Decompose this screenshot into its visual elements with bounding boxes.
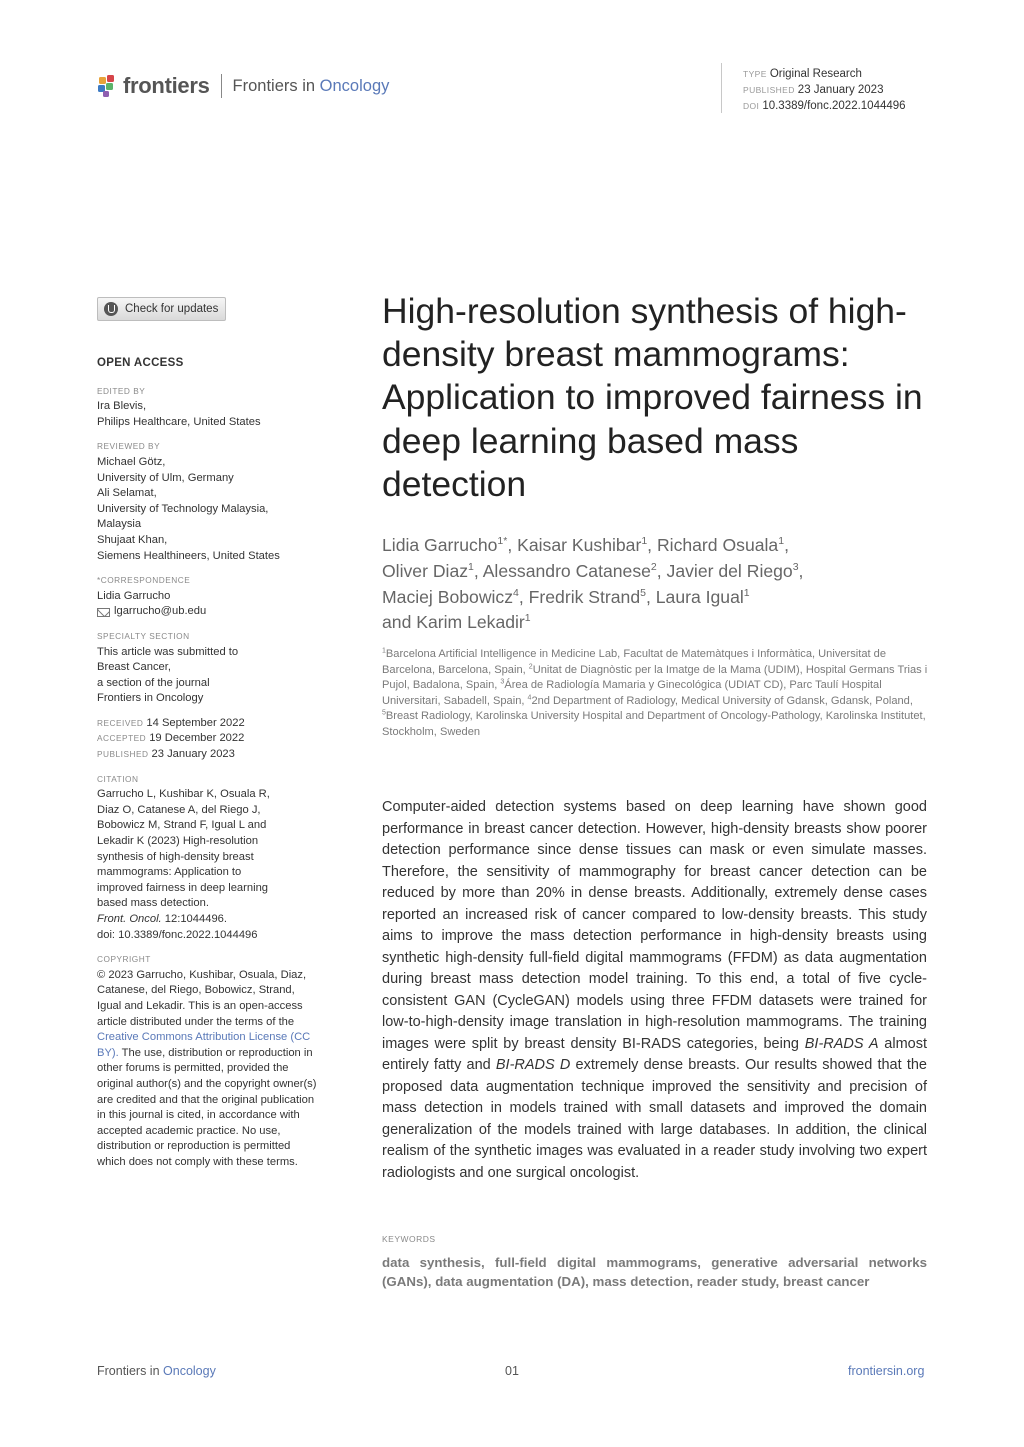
affiliation: 2nd Department of Radiology, Medical University of Gdansk, Gdansk, Poland, bbox=[531, 694, 913, 707]
citation-section bbox=[97, 772, 317, 944]
article-title: High-resolution synthesis of high-density breast mammograms: Application to improved fairness in deep learning based mass detection bbox=[382, 291, 923, 504]
citation-line: Bobowicz M, Strand F, Igual L and bbox=[97, 819, 267, 832]
mail-icon bbox=[97, 608, 110, 617]
copyright-text: © 2023 Garrucho, Kushibar, Osuala, Diaz, Catanese, del Riego, Bobowicz, Strand, Igual and Lekadir. This is an open-access article distributed under the terms of the Creative Commons Attribution License (CC BY). The use, distribution or reproduction in other forums is permitted, provided the original author(s) and the copyright owner(s) are credited and that the original publication in this journal is cited, in accordance with accepted academic practice. No use, distribution or reproduction is permitted which does not comply with these terms. bbox=[97, 968, 317, 1168]
specialty-line: Frontiers in Oncology bbox=[97, 692, 204, 705]
specialty-line: This article was submitted to bbox=[97, 645, 239, 658]
journal-title: Frontiers in Oncology bbox=[232, 76, 390, 95]
copyright-section bbox=[97, 952, 317, 1170]
citation-line: Garrucho L, Kushibar K, Osuala R, bbox=[97, 788, 270, 801]
citation-line: based mass detection. bbox=[97, 897, 209, 910]
author[interactable]: Karim Lekadir$^1$ bbox=[416, 612, 531, 633]
brand-name: frontiers bbox=[123, 73, 210, 98]
section-label: CITATION bbox=[97, 773, 139, 784]
accepted-date: ACCEPTED 19 December 2022 bbox=[97, 732, 245, 745]
journal-logo bbox=[97, 71, 397, 101]
section-label: SPECIALTY SECTION bbox=[97, 630, 190, 641]
reviewer-line: Ali Selamat, bbox=[97, 487, 157, 500]
footer-journal: Frontiers in Oncology bbox=[97, 1364, 216, 1378]
editor-affiliation: Philips Healthcare, United States bbox=[97, 415, 261, 428]
author[interactable]: Laura Igual$^1$ bbox=[655, 586, 750, 607]
citation-doi: doi: 10.3389/fonc.2022.1044496 bbox=[97, 928, 258, 941]
reviewer-line: University of Technology Malaysia, bbox=[97, 502, 269, 515]
meta-divider bbox=[721, 63, 722, 113]
section-label: *CORRESPONDENCE bbox=[97, 575, 191, 586]
article-type: TYPE Original Research bbox=[743, 68, 862, 80]
citation-line: mammograms: Application to bbox=[97, 866, 242, 879]
author[interactable]: Kaisar Kushibar$^1$ bbox=[517, 535, 648, 555]
citation-line: Diaz O, Catanese A, del Riego J, bbox=[97, 803, 261, 816]
license-link[interactable]: Creative Commons Attribution License (CC BY). bbox=[97, 1031, 311, 1059]
author[interactable]: Oliver Diaz$^1$ bbox=[382, 560, 474, 581]
doi[interactable]: DOI 10.3389/fonc.2022.1044496 bbox=[743, 100, 906, 112]
received-date: RECEIVED 14 September 2022 bbox=[97, 716, 245, 729]
edited-by-section bbox=[97, 384, 317, 431]
reviewer-line: Michael Götz, bbox=[97, 455, 166, 468]
author[interactable]: Alessandro Catanese$^2$ bbox=[482, 560, 657, 581]
author-list: Lidia Garrucho$^{1*}$, Kaisar Kushibar$^1$, Richard Osuala$^1$, Oliver Diaz$^1$, Alessandro Catanese$^2$, Javier del Riego$^3$, Maciej Bobowicz$^4$, Fredrik Strand$^5$, Laura Igual$^1$ and Karim Lekadir$^1$ bbox=[382, 535, 804, 633]
citation-line: Lekadir K (2023) High-resolution bbox=[97, 835, 259, 848]
affiliation: Unitat de Diagnòstic per la Imatge de la Mama (UDIM), Hospital Germans Trias i Pujol, Badalona, Spain, bbox=[382, 663, 928, 691]
frontiers-logo-icon bbox=[97, 74, 119, 98]
section-label: COPYRIGHT bbox=[97, 954, 151, 965]
and-word: and bbox=[382, 612, 412, 633]
correspondence-section bbox=[97, 573, 317, 620]
correspondence-email-row[interactable] bbox=[97, 604, 317, 620]
keywords-label: KEYWORDS bbox=[382, 1234, 436, 1244]
reviewer-line: Siemens Healthineers, United States bbox=[97, 549, 280, 562]
reviewer-line: Shujaat Khan, bbox=[97, 533, 168, 546]
specialty-line: Breast Cancer, bbox=[97, 661, 171, 674]
logo-divider bbox=[221, 74, 222, 98]
published-date-sidebar: PUBLISHED 23 January 2023 bbox=[97, 748, 235, 761]
specialty-line: a section of the journal bbox=[97, 676, 210, 689]
open-access-label: OPEN ACCESS bbox=[97, 357, 184, 369]
author[interactable]: Maciej Bobowicz$^4$ bbox=[382, 586, 519, 607]
section-label: EDITED BY bbox=[97, 385, 146, 396]
author[interactable]: Fredrik Strand$^5$ bbox=[528, 586, 646, 607]
published-date: PUBLISHED 23 January 2023 bbox=[743, 84, 884, 96]
correspondence-name: Lidia Garrucho bbox=[97, 589, 171, 602]
citation-journal: Front. Oncol. 12:1044496. bbox=[97, 913, 227, 925]
author[interactable]: Richard Osuala$^1$ bbox=[656, 535, 785, 555]
author[interactable]: Javier del Riego$^3$ bbox=[666, 560, 799, 581]
specialty-section bbox=[97, 629, 317, 707]
correspondence-email[interactable]: lgarrucho@ub.edu bbox=[114, 605, 207, 618]
sidebar bbox=[97, 356, 317, 1180]
reviewer-line: University of Ulm, Germany bbox=[97, 471, 234, 484]
citation-line: improved fairness in deep learning bbox=[97, 881, 269, 894]
affiliation: Área de Radiología Mamaria y Ginecológica (UDIAT CD), Parc Taulí Hospital Universitari, Sabadell, Spain, bbox=[382, 679, 882, 707]
author[interactable]: Lidia Garrucho$^{1*}$ bbox=[382, 535, 508, 555]
abstract: Computer-aided detection systems based on deep learning have shown good performance in breast cancer detection. However, high-density breasts show poorer detection performance since dense tissues can mask or even simulate masses. Therefore, the sensitivity of mammography for breast cancer detection can be reduced by more than 20% in dense breasts. Additionally, extremely dense cases reported an increased risk of cancer compared to low-density breasts. This study aims to improve the mass detection performance in high-density breasts using synthetic high-density full-field digital mammograms (FFDM) as data augmentation during breast mass detection model training. To this end, a total of five cycle-consistent GAN (CycleGAN) models using three FFDM datasets were trained for low-to-high-density image translation in high-resolution mammograms. The training images were split by breast density BI-RADS categories, being BI-RADS A almost entirely fatty and BI-RADS D extremely dense breasts. Our results showed that the proposed data augmentation technique improved the sensitivity and precision of mass detection in models trained with small datasets and improved the domain generalization of the models trained with large databases. In addition, the clinical realism of the synthetic images was evaluated in a reader study involving two expert radiologists and one surgical oncologist. bbox=[382, 799, 927, 1181]
affiliations: $^1$Barcelona Artificial Intelligence in Medicine Lab, Facultat de Matemàtques i Informàtica, Universitat de Barcelona, Barcelona, Spain, $^2$Unitat de Diagnòstic per la Imatge de la Mama (UDIM), Hospital Germans Trias i Pujol, Badalona, Spain, $^3$Área de Radiología Mamaria y Ginecológica (UDIAT CD), Parc Taulí Hospital Universitari, Sabadell, Spain, $^4$2nd Department of Radiology, Medical University of Gdansk, Gdansk, Poland, $^5$Breast Radiology, Karolinska University Hospital and Department of Oncology-Pathology, Karolinska Institutet, Stockholm, Sweden bbox=[382, 647, 928, 738]
keywords: data synthesis, full-field digital mammograms, generative adversarial networks (GANs), data augmentation (DA), mass detection, reader study, breast cancer bbox=[382, 1255, 927, 1289]
footer-website-link[interactable]: frontiersin.org bbox=[848, 1364, 925, 1378]
update-icon bbox=[104, 302, 118, 316]
page-number: 01 bbox=[505, 1364, 519, 1378]
check-for-updates-label: Check for updates bbox=[125, 303, 219, 315]
dates-section bbox=[97, 716, 317, 763]
reviewed-by-section bbox=[97, 439, 317, 564]
editor-name: Ira Blevis, bbox=[97, 400, 147, 413]
section-label: REVIEWED BY bbox=[97, 441, 161, 452]
affiliation: Breast Radiology, Karolinska University Hospital and Department of Oncology-Pathology, Karolinska Institutet, Stockholm, Sweden bbox=[382, 710, 926, 738]
citation-line: synthesis of high-density breast bbox=[97, 850, 254, 863]
check-for-updates-button[interactable] bbox=[97, 297, 226, 321]
reviewer-line: Malaysia bbox=[97, 518, 142, 531]
affiliation: Barcelona Artificial Intelligence in Medicine Lab, Facultat de Matemàtques i Informàtica, Universitat de Barcelona, Barcelona, Spain, bbox=[382, 648, 886, 676]
